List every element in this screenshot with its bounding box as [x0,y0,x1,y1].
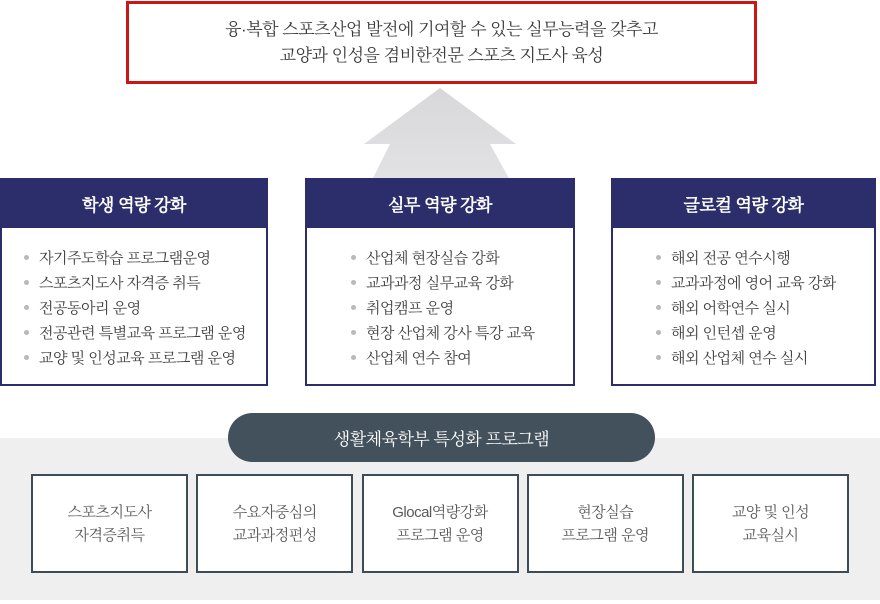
pillar-item-label: 산업체 현장실습 강화 [366,250,500,267]
pillar-item [656,295,874,320]
pillar-item-label: 현장 산업체 강사 특강 교육 [366,325,535,342]
program-pill [228,413,655,462]
pillar-item [24,270,266,295]
bullet-dot-icon [24,330,29,335]
bullet-dot-icon [656,255,661,260]
pillar-item [24,245,266,270]
pillar-item-label: 취업캠프 운영 [366,300,454,317]
pillar-item [351,245,573,270]
program-box-line: 교양 및 인성 [731,503,810,521]
bullet-dot-icon [656,280,661,285]
pillar-header: 글로컬 역량 강화 [611,178,876,228]
pillar-item [351,345,573,370]
bullet-dot-icon [24,305,29,310]
pillar-item [351,270,573,295]
program-box-line: 교육실시 [742,526,799,544]
pillar-body [611,228,876,386]
pillar-item-label: 교과과정에 영어 교육 강화 [671,275,836,292]
pillar-item [24,345,266,370]
program-row [31,474,849,573]
program-box [692,474,849,573]
program-box-line: 교과과정편성 [232,526,317,544]
bullet-dot-icon [24,280,29,285]
program-box-line: 프로그램 운영 [561,526,650,544]
bullet-dot-icon [351,280,356,285]
pillar-header: 실무 역량 강화 [305,178,575,228]
pillar-card-student [0,178,268,386]
pillar-item [656,320,874,345]
program-box-line: 자격증취득 [74,526,145,544]
pillar-item [351,320,573,345]
pillar-body [305,228,575,386]
pillar-item-label: 스포츠지도사 자격증 취득 [39,275,201,292]
pillar-item-label: 교과과정 실무교육 강화 [366,275,514,292]
program-box-line: 수요자중심의 [232,503,317,521]
program-box-line: 프로그램 운영 [396,526,484,544]
program-box-line: Glocal역량강화 [392,503,488,521]
program-box [527,474,684,573]
bullet-dot-icon [351,355,356,360]
up-arrow-icon [338,88,542,180]
pillar-item-label: 해외 어학연수 실시 [671,300,791,317]
program-box [196,474,353,573]
bullet-dot-icon [351,330,356,335]
bullet-dot-icon [351,255,356,260]
bullet-dot-icon [656,305,661,310]
program-box [362,474,519,573]
pillar-item-label: 전공관련 특별교육 프로그램 운영 [39,325,246,342]
bullet-dot-icon [24,255,29,260]
pillar-header: 학생 역량 강화 [0,178,268,228]
bullet-dot-icon [656,355,661,360]
pillar-item-label: 산업체 연수 참여 [366,350,472,367]
pillar-item-label: 자기주도학습 프로그램운영 [39,250,211,267]
program-box [31,474,188,573]
pillar-item-label: 해외 산업체 연수 실시 [671,350,808,367]
bullet-dot-icon [24,355,29,360]
goal-box [126,1,757,84]
pillar-item [351,295,573,320]
goal-line-2: 교양과 인성을 겸비한전문 스포츠 지도사 육성 [279,45,604,65]
program-box-line: 현장실습 [577,503,634,521]
pillar-item [24,295,266,320]
pillar-item [656,270,874,295]
pillar-card-glocal [611,178,876,386]
bullet-dot-icon [351,305,356,310]
program-box-line: 스포츠지도사 [67,503,152,521]
pillar-body [0,228,268,386]
pillar-item-label: 교양 및 인성교육 프로그램 운영 [39,350,236,367]
pillar-card-practical [305,178,575,386]
program-pill-label: 생활체육학부 특성화 프로그램 [333,430,550,449]
pillar-item [656,245,874,270]
goal-line-1: 융·복합 스포츠산업 발전에 기여할 수 있는 실무능력을 갖추고 [225,19,658,39]
pillar-item-label: 해외 전공 연수시행 [671,250,791,267]
bullet-dot-icon [656,330,661,335]
pillar-item-label: 전공동아리 운영 [39,300,141,317]
pillar-item-label: 해외 인턴셉 운영 [671,325,777,342]
pillar-item [24,320,266,345]
pillar-item [656,345,874,370]
